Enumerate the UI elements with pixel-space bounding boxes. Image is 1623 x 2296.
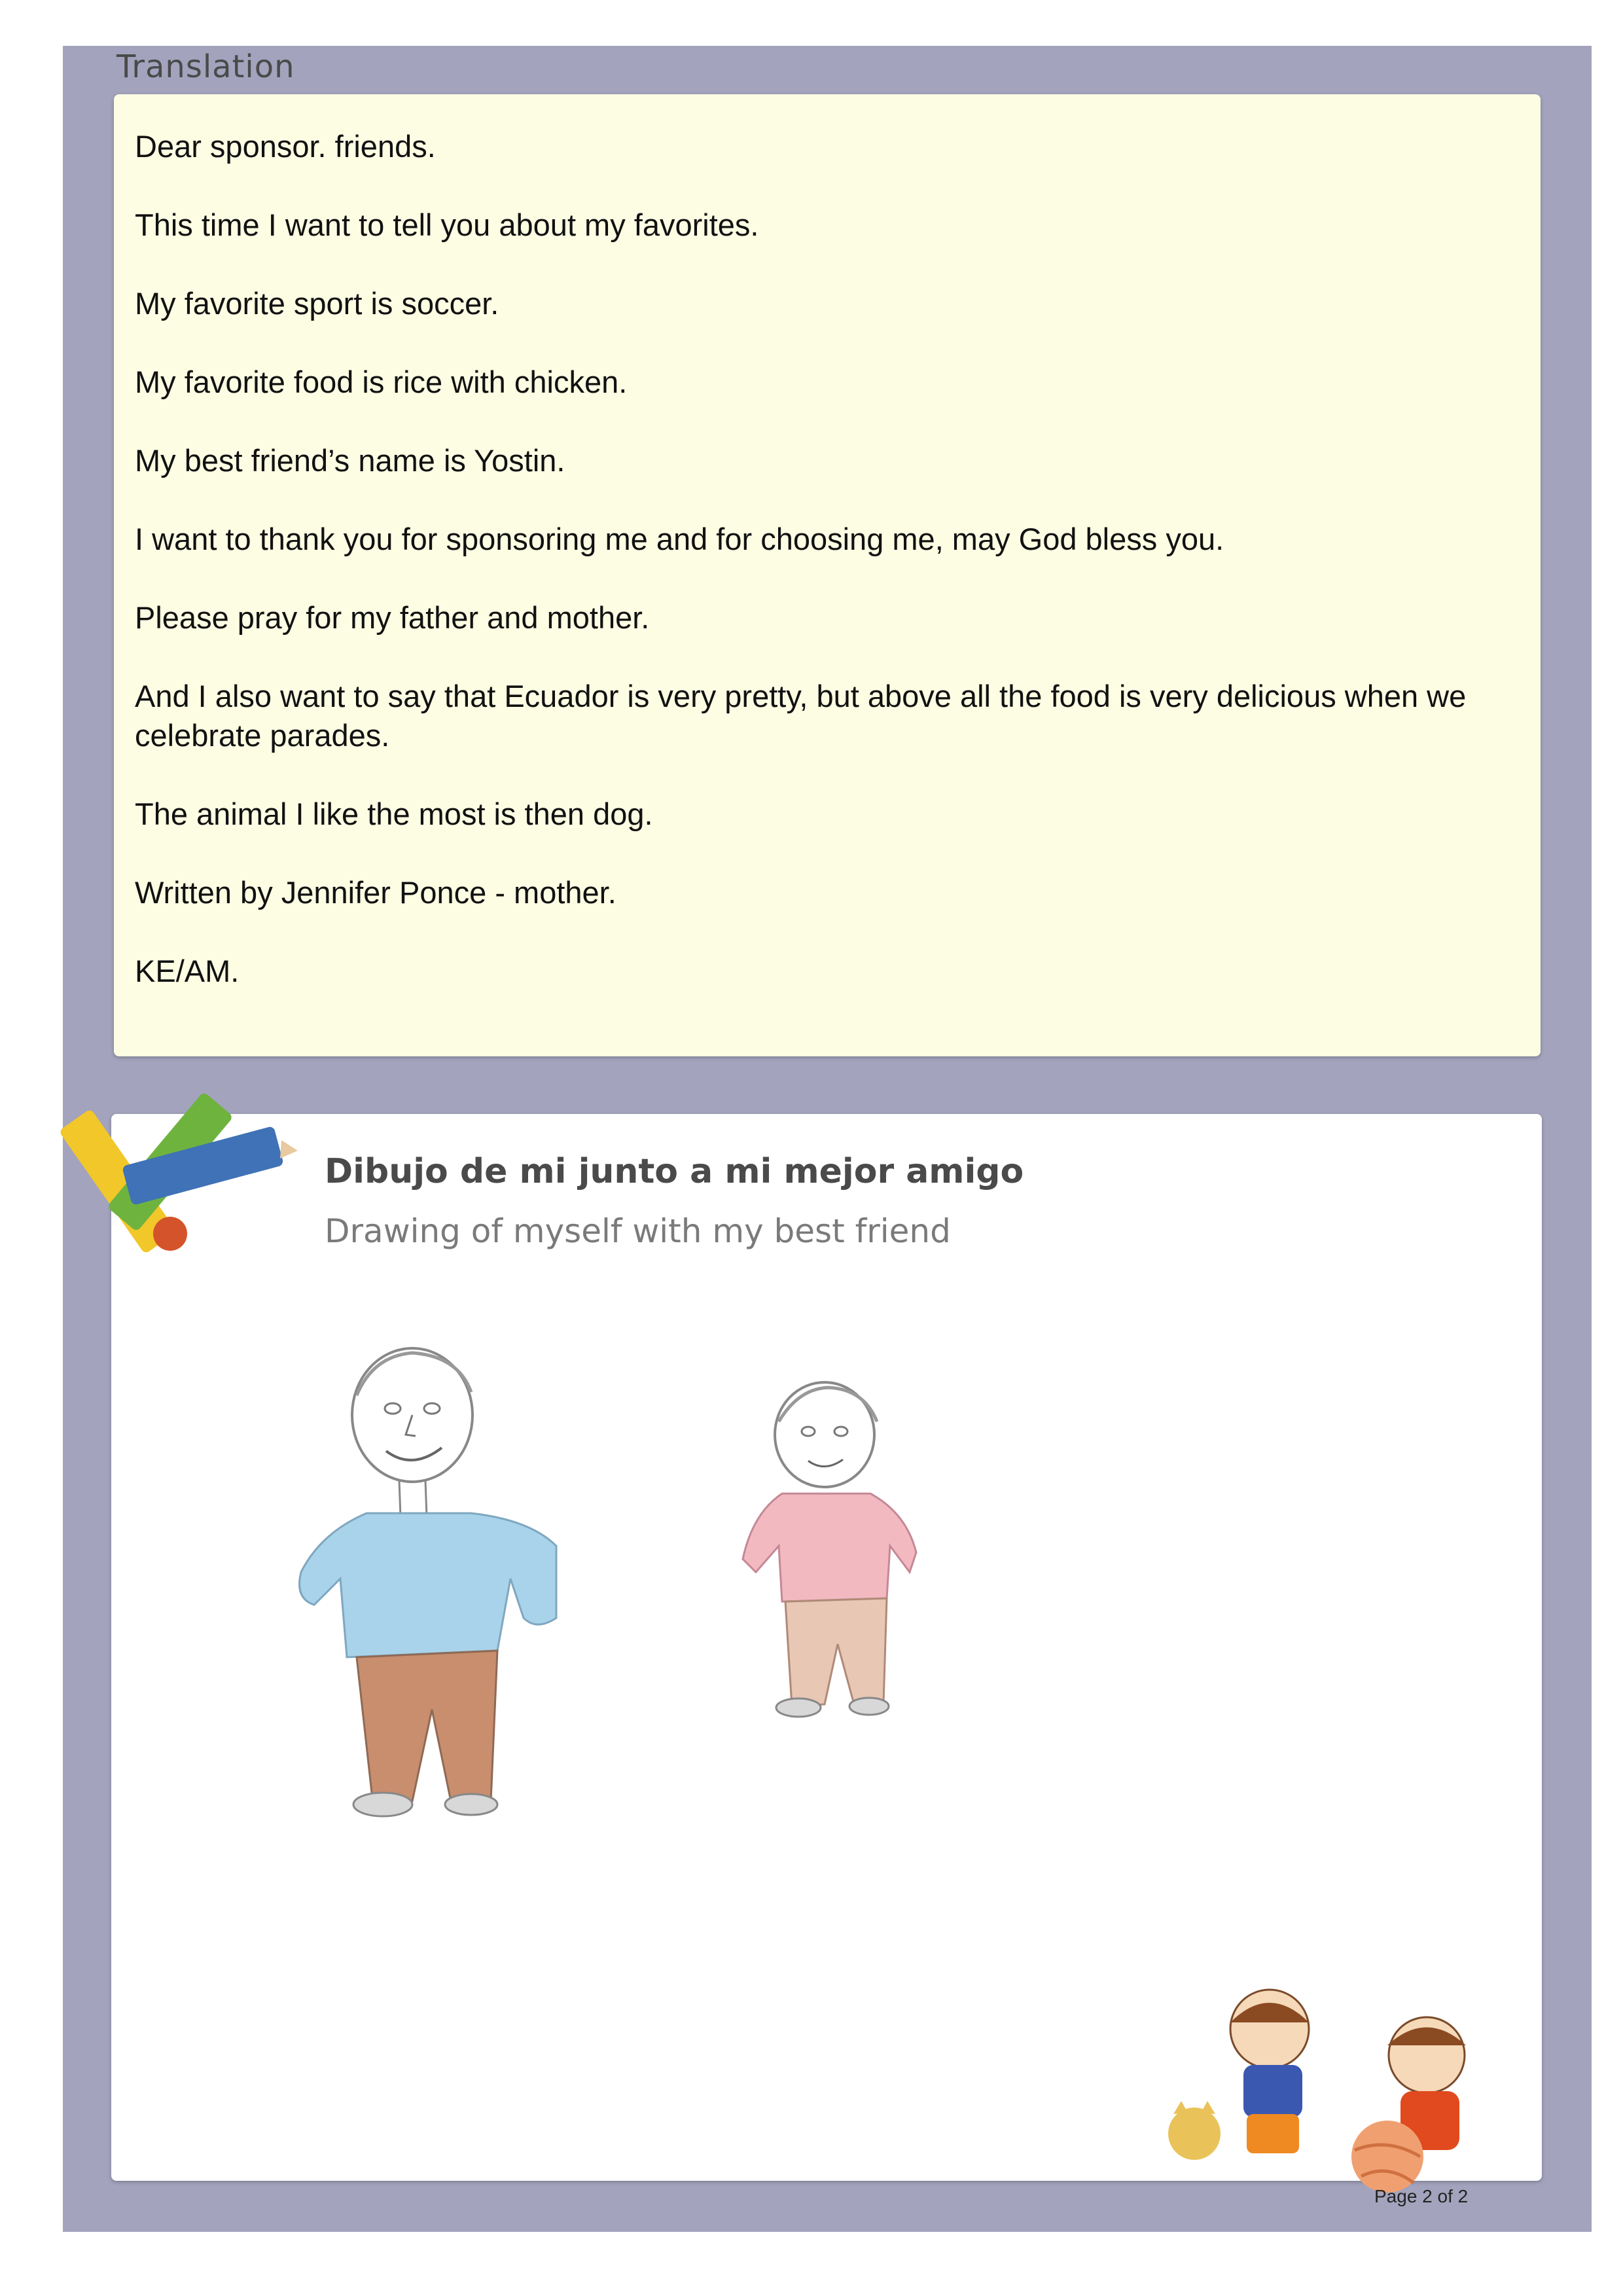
translation-title: Translation (116, 48, 295, 85)
paragraph-food: My favorite food is rice with chicken. (135, 365, 628, 399)
drawing-heading-spanish: Dibujo de mi junto a mi mejor amigo (325, 1152, 1024, 1191)
drawing-figure-tall (275, 1343, 615, 1814)
paragraph-written-by: Written by Jennifer Ponce - mother. (135, 875, 616, 910)
paragraph-ecuador: And I also want to say that Ecuador is very pretty, but above all the food is very delicious when we celebrate parades. (135, 679, 1467, 753)
translation-card (114, 94, 1541, 1056)
paragraph-animal: The animal I like the most is then dog. (135, 797, 653, 831)
paragraph-sport: My favorite sport is soccer. (135, 286, 499, 321)
pencils-icon (72, 1067, 294, 1257)
paragraph-initials: KE/AM. (135, 954, 240, 988)
page-number: Page 2 of 2 (1374, 2186, 1469, 2206)
paragraph-pray: Please pray for my father and mother. (135, 600, 650, 635)
drawing-heading-english: Drawing of myself with my best friend (325, 1212, 951, 1250)
paragraph-friend: My best friend’s name is Yostin. (135, 443, 565, 478)
drawing-figure-short (720, 1382, 929, 1723)
paragraph-greeting: Dear sponsor. friends. (135, 129, 436, 164)
paragraph-favorites: This time I want to tell you about my favorites. (135, 207, 759, 242)
cat-icon (1155, 2094, 1234, 2166)
paragraph-thanks: I want to thank you for sponsoring me and for choosing me, may God bless you. (135, 522, 1224, 556)
ball-icon (1348, 2117, 1427, 2196)
